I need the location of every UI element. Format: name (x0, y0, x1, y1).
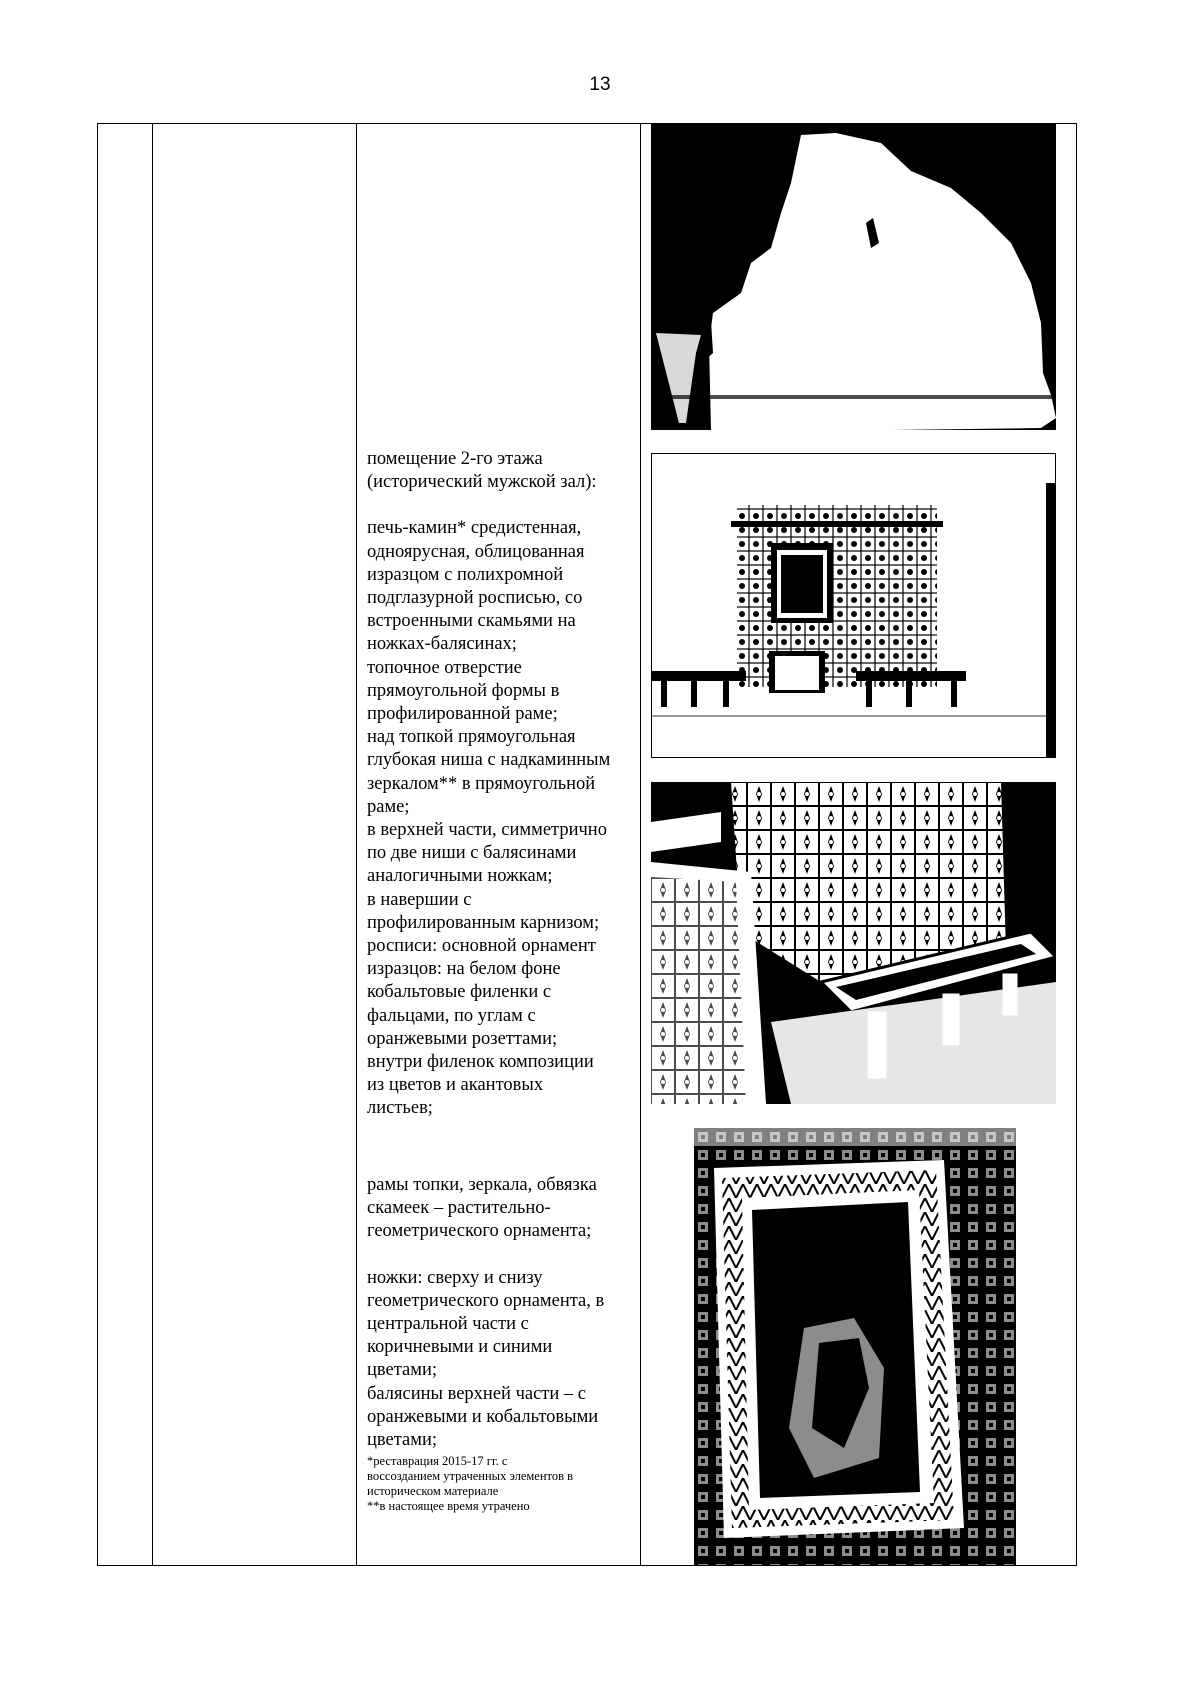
column-divider (152, 124, 153, 1565)
text-line: профилированной раме; (367, 704, 558, 725)
page-number: 13 (589, 74, 611, 95)
text-line: глубокая ниша с надкаминным (367, 750, 611, 771)
text-line: оранжевыми и кобальтовыми (367, 1406, 599, 1427)
text-line: коричневыми и синими (367, 1337, 553, 1358)
text-line: геометрического орнамента, в (367, 1290, 605, 1311)
text-line: зеркалом** в прямоугольной (367, 773, 596, 794)
text-line: кобальтовые филенки с (367, 982, 552, 1003)
text-line: скамеек – растительно- (367, 1198, 551, 1219)
text-line: над топкой прямоугольная (367, 727, 576, 748)
text-line: подглазурной росписью, со (367, 588, 583, 609)
photo-bench-closeup (651, 782, 1056, 1104)
text-line: рамы топки, зеркала, обвязка (367, 1175, 597, 1195)
text-line: изразцом с полихромной (367, 564, 564, 585)
text-line: в навершии с (367, 889, 472, 910)
photo-stove-fireplace (651, 453, 1056, 758)
text-line: топочное отверстие (367, 657, 522, 678)
text-line: аналогичными ножкам; (367, 866, 553, 887)
room-label-note: (исторический мужской зал): (367, 472, 597, 493)
text-line: цветами; (367, 1430, 438, 1451)
text-line: печь-камин* средистенная, (367, 518, 582, 539)
text-line: из цветов и акантовых (367, 1075, 544, 1096)
text-line: одноярусная, облицованная (367, 541, 585, 562)
text-line: ножки: сверху и снизу (367, 1267, 543, 1288)
description-text (367, 448, 635, 1121)
column-divider (640, 124, 641, 1565)
text-line: листьев; (367, 1098, 433, 1119)
text-line: геометрического орнамента; (367, 1221, 592, 1242)
footnotes (367, 1454, 635, 1514)
column-divider (356, 124, 357, 1565)
text-line: ножках-балясинах; (367, 634, 517, 655)
text-line: фальцами, по углам с (367, 1005, 536, 1026)
text-line: в верхней части, симметрично (367, 820, 607, 841)
photo-fireplace-overexposed (651, 123, 1056, 430)
text-line: балясины верхней части – с (367, 1383, 586, 1404)
text-line: изразцов: на белом фоне (367, 959, 561, 980)
text-line: росписи: основной орнамент (367, 936, 596, 957)
text-line: цветами; (367, 1360, 438, 1381)
text-line: внутри филенок композиции (367, 1052, 594, 1073)
footnote-line: воссозданием утраченных элементов в (367, 1469, 574, 1483)
description-text-frames (367, 1174, 635, 1452)
text-line: центральной части с (367, 1314, 529, 1335)
text-line: прямоугольной формы в (367, 680, 560, 701)
footnote-line: *реставрация 2015-17 гг. с (367, 1454, 508, 1468)
footnote-line: историческом материале (367, 1484, 499, 1498)
text-line: раме; (367, 796, 410, 817)
text-line: оранжевыми розеттами; (367, 1028, 558, 1049)
footnote-line: **в настоящее время утрачено (367, 1499, 530, 1513)
text-line: встроенными скамьями на (367, 611, 576, 632)
photo-mirror-niche (694, 1128, 1016, 1565)
text-line: профилированным карнизом; (367, 912, 600, 933)
room-label: помещение 2-го этажа (367, 449, 543, 469)
text-line: по две ниши с балясинами (367, 843, 577, 864)
